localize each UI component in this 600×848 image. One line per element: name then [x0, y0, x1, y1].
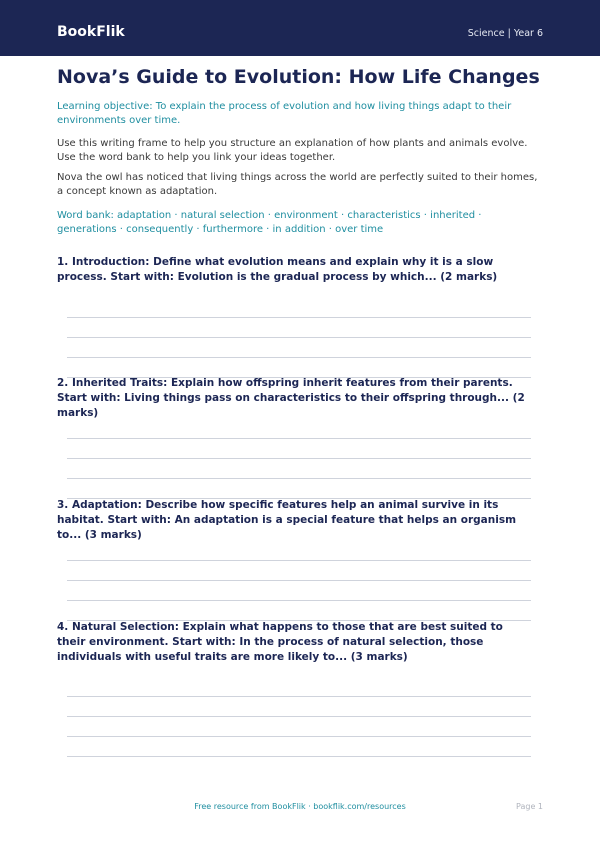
writing-line[interactable]: [67, 357, 531, 358]
page-number: Page 1: [516, 802, 543, 811]
writing-line[interactable]: [67, 580, 531, 581]
writing-line[interactable]: [67, 716, 531, 717]
subject-year-label: Science | Year 6: [467, 28, 543, 39]
footer-link[interactable]: Free resource from BookFlik · bookflik.com/resources: [194, 802, 406, 811]
header-bar: [0, 0, 600, 56]
writing-line[interactable]: [67, 337, 531, 338]
writing-line[interactable]: [67, 736, 531, 737]
writing-line[interactable]: [67, 600, 531, 601]
writing-line[interactable]: [67, 478, 531, 479]
intro-paragraph-1: Use this writing frame to help you structure an explanation of how plants and animals evolve. Use the word bank to help you link your ideas together.: [57, 138, 528, 163]
question-3: 3. Adaptation: Describe how specific features help an animal survive in its habitat. Start with: An adaptation is a special feature that helps an organism to... (3 marks): [57, 499, 517, 541]
writing-line[interactable]: [67, 560, 531, 561]
brand-logo: BookFlik: [57, 24, 125, 40]
question-2: 2. Inherited Traits: Explain how offspring inherit features from their parents. Start with: Living things pass on characteristics to their offspring through... (2 marks): [57, 377, 525, 419]
word-bank: Word bank: adaptation · natural selection · environment · characteristics · inherited · generations · consequently · furthermore · in addition · over time: [57, 210, 482, 235]
writing-line[interactable]: [67, 317, 531, 318]
intro-paragraph-2: Nova the owl has noticed that living things across the world are perfectly suited to their homes, a concept known as adaptation.: [57, 172, 538, 197]
question-4: 4. Natural Selection: Explain what happens to those that are best suited to their environment. Start with: In the process of natural selection, those individuals with useful traits are more likely to... (3 marks): [57, 621, 503, 663]
writing-line[interactable]: [67, 458, 531, 459]
learning-objective: Learning objective: To explain the process of evolution and how living things adapt to their environments over time.: [57, 101, 512, 126]
writing-line[interactable]: [67, 696, 531, 697]
writing-line[interactable]: [67, 756, 531, 757]
worksheet-title: Nova’s Guide to Evolution: How Life Changes: [57, 66, 540, 88]
question-1: 1. Introduction: Define what evolution means and explain why it is a slow process. Start with: Evolution is the gradual process by which... (2 marks): [57, 256, 498, 283]
writing-line[interactable]: [67, 438, 531, 439]
